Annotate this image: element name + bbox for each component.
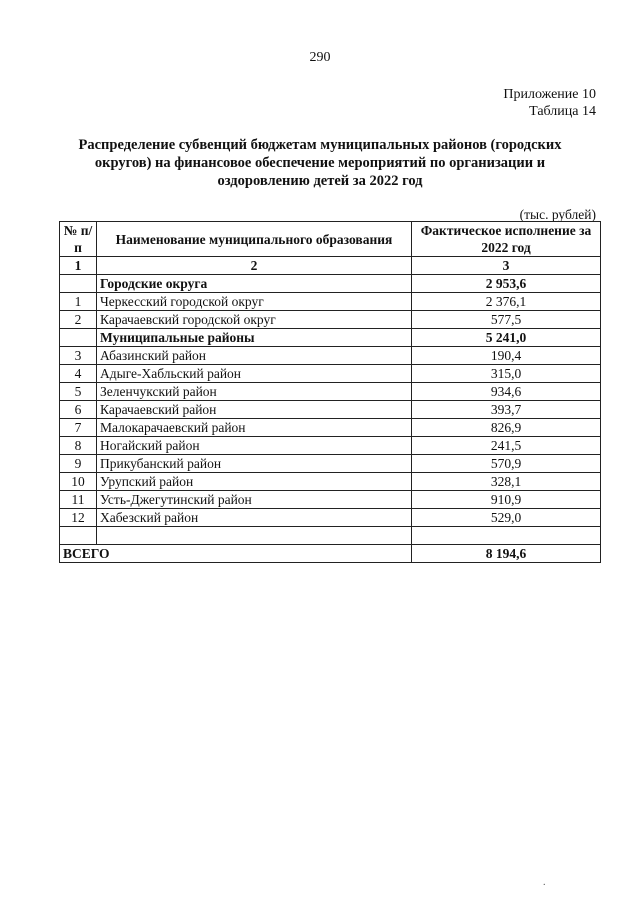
row-number: 8 [60, 437, 97, 455]
blank-row [60, 527, 601, 545]
page-number: 290 [309, 50, 331, 65]
title-line: Распределение субвенций бюджетам муниципальных районов (городских [78, 137, 562, 153]
municipality-name: Карачаевский район [97, 401, 412, 419]
group-row [60, 275, 601, 293]
row-number: 6 [60, 401, 97, 419]
column-number: 2 [97, 257, 412, 275]
column-number: 1 [60, 257, 97, 275]
table-row [60, 293, 601, 311]
table-row [60, 383, 601, 401]
table-row [60, 347, 601, 365]
municipality-name: Городские округа [97, 275, 412, 293]
execution-value: 328,1 [412, 473, 601, 491]
table-row [60, 401, 601, 419]
row-number [60, 329, 97, 347]
total-value: 8 194,6 [412, 545, 601, 563]
municipality-name: Зеленчукский район [97, 383, 412, 401]
document-title [70, 136, 570, 190]
municipality-name: Малокарачаевский район [97, 419, 412, 437]
row-number: 10 [60, 473, 97, 491]
header-name: Наименование муниципального образования [97, 222, 412, 257]
title-line: округов) на финансовое обеспечение мероприятий по организации и [94, 155, 546, 171]
municipality-name: Адыге-Хабльский район [97, 365, 412, 383]
municipality-name: Усть-Джегутинский район [97, 491, 412, 509]
row-number: 4 [60, 365, 97, 383]
execution-value: 529,0 [412, 509, 601, 527]
execution-value: 934,6 [412, 383, 601, 401]
row-number: 1 [60, 293, 97, 311]
execution-value: 910,9 [412, 491, 601, 509]
units-note: (тыс. рублей) [519, 207, 596, 222]
total-label: ВСЕГО [60, 545, 412, 563]
table-row [60, 365, 601, 383]
column-number: 3 [412, 257, 601, 275]
execution-value: 5 241,0 [412, 329, 601, 347]
execution-value: 2 953,6 [412, 275, 601, 293]
appendix-label [503, 86, 596, 120]
column-number-row [60, 257, 601, 275]
table-body [60, 275, 601, 527]
municipality-name: Черкесский городской округ [97, 293, 412, 311]
row-number: 9 [60, 455, 97, 473]
table-row [60, 311, 601, 329]
header-value: Фактическое исполнение за 2022 год [412, 222, 601, 257]
appendix-number: Приложение 10 [503, 87, 596, 102]
row-number [60, 275, 97, 293]
table-number: Таблица 14 [529, 104, 596, 119]
execution-value: 826,9 [412, 419, 601, 437]
table-row [60, 437, 601, 455]
execution-value: 2 376,1 [412, 293, 601, 311]
municipality-name: Ногайский район [97, 437, 412, 455]
execution-value: 190,4 [412, 347, 601, 365]
table-row [60, 509, 601, 527]
row-number: 12 [60, 509, 97, 527]
municipality-name: Прикубанский район [97, 455, 412, 473]
total-row [60, 545, 601, 563]
title-line: оздоровлению детей за 2022 год [217, 173, 423, 189]
execution-value: 315,0 [412, 365, 601, 383]
execution-value: 241,5 [412, 437, 601, 455]
header-num: № п/п [60, 222, 97, 257]
table-row [60, 491, 601, 509]
row-number: 7 [60, 419, 97, 437]
table-row [60, 455, 601, 473]
municipality-name: Хабезский район [97, 509, 412, 527]
execution-value: 577,5 [412, 311, 601, 329]
execution-value: 570,9 [412, 455, 601, 473]
row-number: 2 [60, 311, 97, 329]
municipality-name: Карачаевский городской округ [97, 311, 412, 329]
scan-mark: . [543, 877, 546, 888]
municipality-name: Урупский район [97, 473, 412, 491]
row-number: 11 [60, 491, 97, 509]
row-number: 3 [60, 347, 97, 365]
municipality-name: Муниципальные районы [97, 329, 412, 347]
table-row [60, 419, 601, 437]
group-row [60, 329, 601, 347]
table-row [60, 473, 601, 491]
municipality-name: Абазинский район [97, 347, 412, 365]
subsidy-table [59, 221, 601, 563]
table-header-row [60, 222, 601, 257]
row-number: 5 [60, 383, 97, 401]
execution-value: 393,7 [412, 401, 601, 419]
